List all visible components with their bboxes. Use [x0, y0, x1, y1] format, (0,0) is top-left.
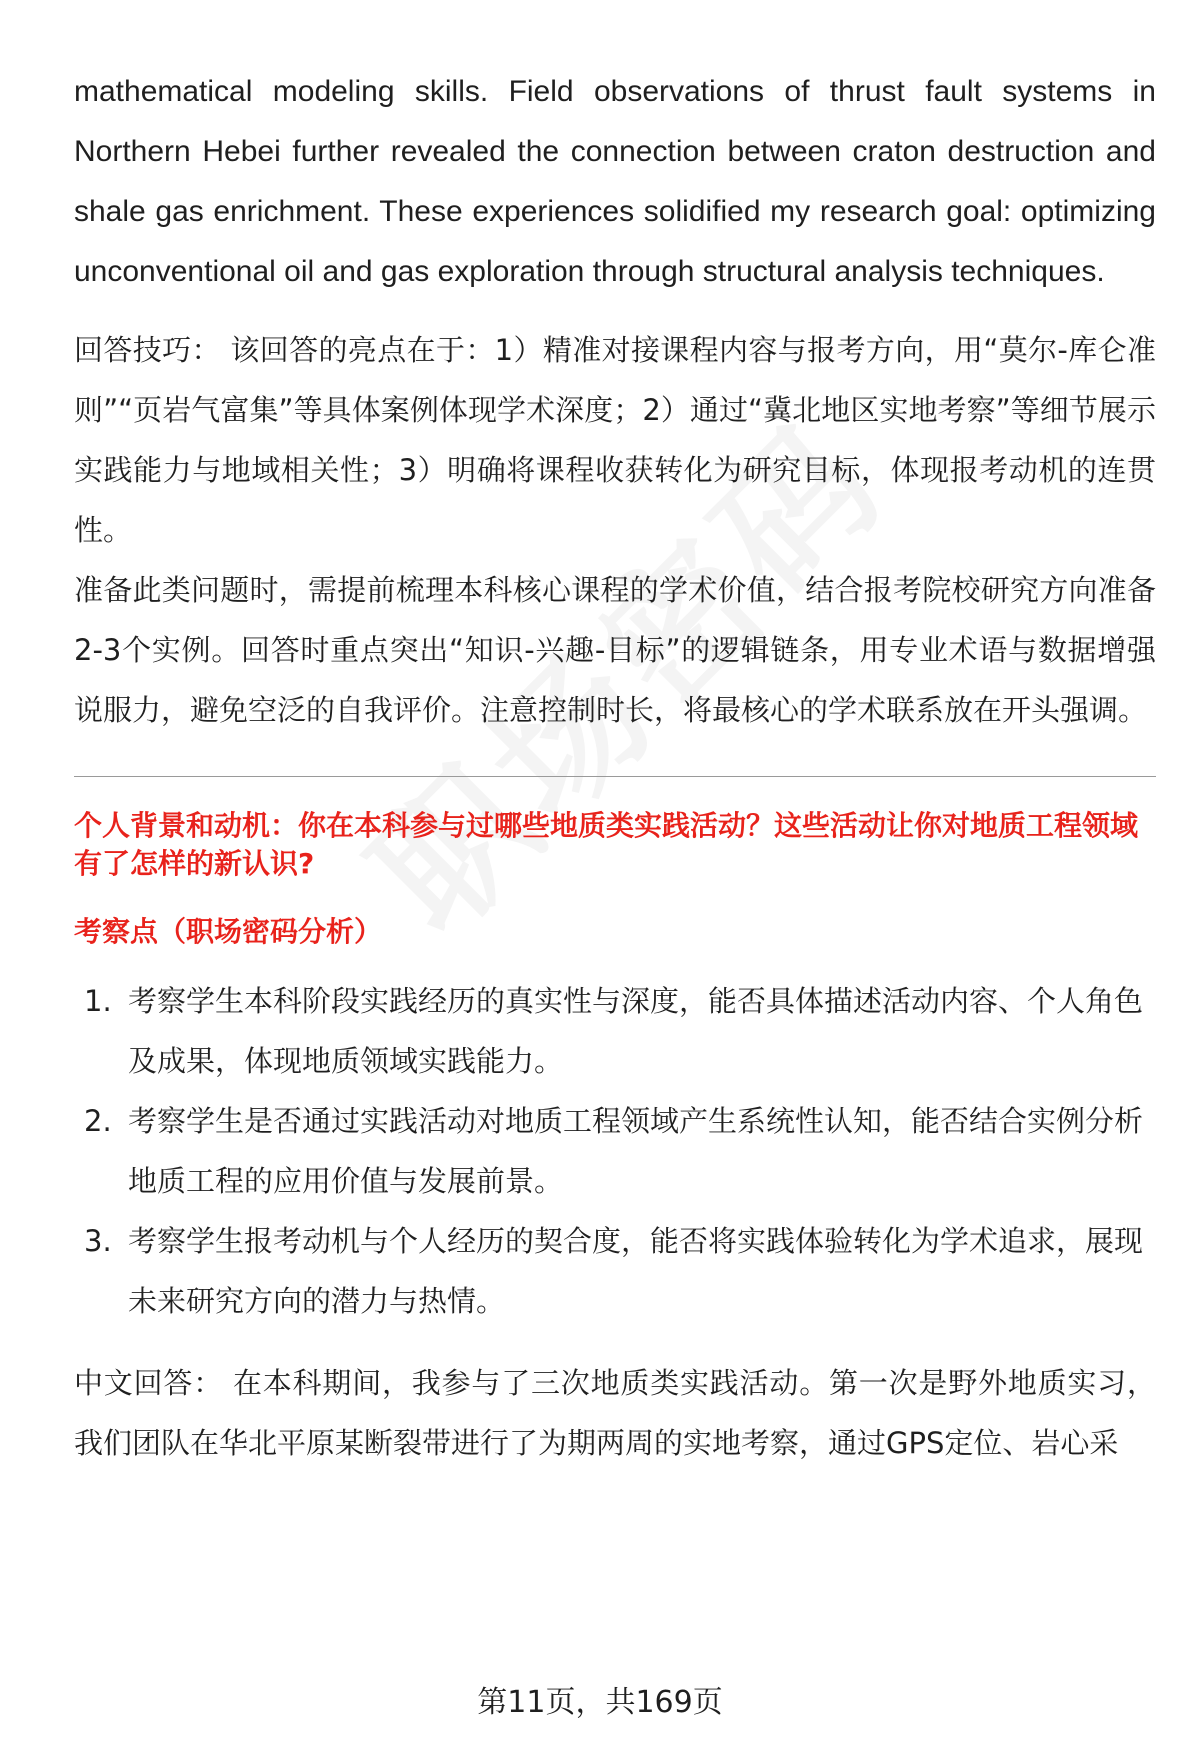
intro-paragraph: mathematical modeling skills. Field observations of thrust fault systems in Northern Hebei further revealed the connection between craton destruction and shale gas enrichment. These experiences solidified my research goal: optimizing unconventional oil and gas exploration through structural analysis techniques.: [74, 75, 1156, 288]
points-list: [74, 971, 1156, 1331]
points-heading: 考察点（职场密码分析）: [74, 915, 383, 948]
page-footer: 第11页，共169页: [477, 1685, 723, 1720]
section-divider: [74, 776, 1156, 777]
question-heading: 个人背景和动机：你在本科参与过哪些地质类实践活动？这些活动让你对地质工程领域有了怎样的新认识?: [74, 809, 1139, 880]
list-item: [74, 1211, 1156, 1331]
list-item: [74, 1091, 1156, 1211]
answer-paragraph: 中文回答： 在本科期间，我参与了三次地质类实践活动。第一次是野外地质实习，我们团队在华北平原某断裂带进行了为期两周的实地考察，通过GPS定位、岩心采: [74, 1366, 1156, 1460]
prep-paragraph: 准备此类问题时，需提前梳理本科核心课程的学术价值，结合报考院校研究方向准备2-3个实例。回答时重点突出“知识-兴趣-目标”的逻辑链条，用专业术语与数据增强说服力，避免空泛的自我评价。注意控制时长，将最核心的学术联系放在开头强调。: [74, 573, 1156, 727]
tips-paragraph: 回答技巧： 该回答的亮点在于：1）精准对接课程内容与报考方向，用“莫尔-库仑准则”“页岩气富集”等具体案例体现学术深度；2）通过“冀北地区实地考察”等细节展示实践能力与地域相关性；3）明确将课程收获转化为研究目标，体现报考动机的连贯性。: [74, 333, 1156, 547]
list-item-text: 考察学生是否通过实践活动对地质工程领域产生系统性认知，能否结合实例分析地质工程的应用价值与发展前景。: [128, 1104, 1144, 1198]
list-item-text: 考察学生报考动机与个人经历的契合度，能否将实践体验转化为学术追求，展现未来研究方向的潜力与热情。: [128, 1224, 1144, 1318]
list-number: 3.: [84, 1224, 112, 1258]
document-page: [74, 62, 1156, 1473]
list-number: 2.: [84, 1104, 112, 1138]
list-number: 1.: [84, 984, 112, 1018]
list-item-text: 考察学生本科阶段实践经历的真实性与深度，能否具体描述活动内容、个人角色及成果，体现地质领域实践能力。: [128, 984, 1144, 1078]
list-item: [74, 971, 1156, 1091]
